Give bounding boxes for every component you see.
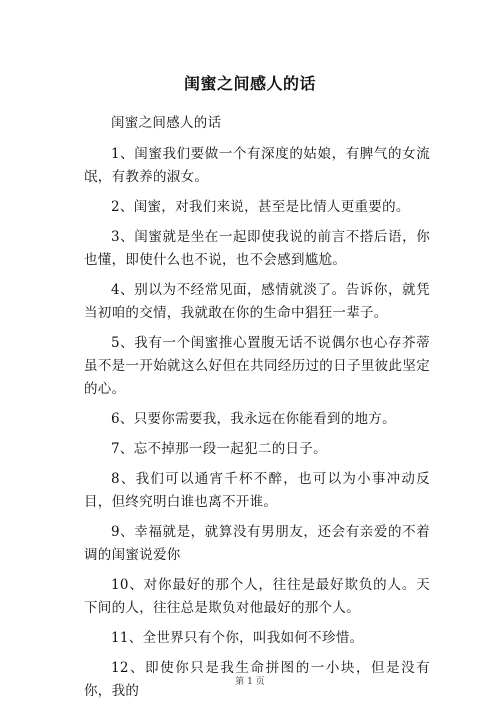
paragraph-1: 1、闺蜜我们要做一个有深度的姑娘，有脾气的女流氓，有教养的淑女。 xyxy=(84,146,430,185)
paragraph-12: 12、即使你只是我生命拼图的一小块，但是没有你，我的 xyxy=(84,660,430,699)
paragraph-8: 8、我们可以通宵千杯不醉，也可以为小事冲动反目，但终究明白谁也离不开谁。 xyxy=(84,471,430,510)
body-heading: 闺蜜之间感人的话 xyxy=(111,115,222,131)
paragraph-5: 5、我有一个闺蜜推心置腹无话不说偶尔也心存芥蒂虽不是一开始就这么好但在共同经历过的日子里彼此坚定的心。 xyxy=(84,335,430,397)
paragraph-9: 9、幸福就是，就算没有男朋友，还会有亲爱的不着调的闺蜜说爱你 xyxy=(84,524,430,563)
paragraph-6: 6、只要你需要我，我永远在你能看到的地方。 xyxy=(111,411,396,427)
document-body xyxy=(84,112,430,710)
document-title: 闺蜜之间感人的话 xyxy=(183,74,316,93)
paragraph-7: 7、忘不掉那一段一起犯二的日子。 xyxy=(111,441,327,457)
paragraph-2: 2、闺蜜，对我们来说，甚至是比情人更重要的。 xyxy=(111,199,410,215)
paragraph-11: 11、全世界只有个你，叫我如何不珍惜。 xyxy=(111,630,364,646)
page-number: 第 1 页 xyxy=(235,677,265,687)
paragraph-3: 3、闺蜜就是坐在一起即使我说的前言不搭后语，你也懂，即使什么也不说，也不会感到尴尬。 xyxy=(84,229,430,268)
paragraph-10: 10、对你最好的那个人，往往是最好欺负的人。天下间的人，往往总是欺负对他最好的那个人。 xyxy=(84,577,430,616)
paragraph-4: 4、别以为不经常见面，感情就淡了。告诉你，就凭当初咱的交情，我就敢在你的生命中猖狂一辈子。 xyxy=(84,282,430,321)
